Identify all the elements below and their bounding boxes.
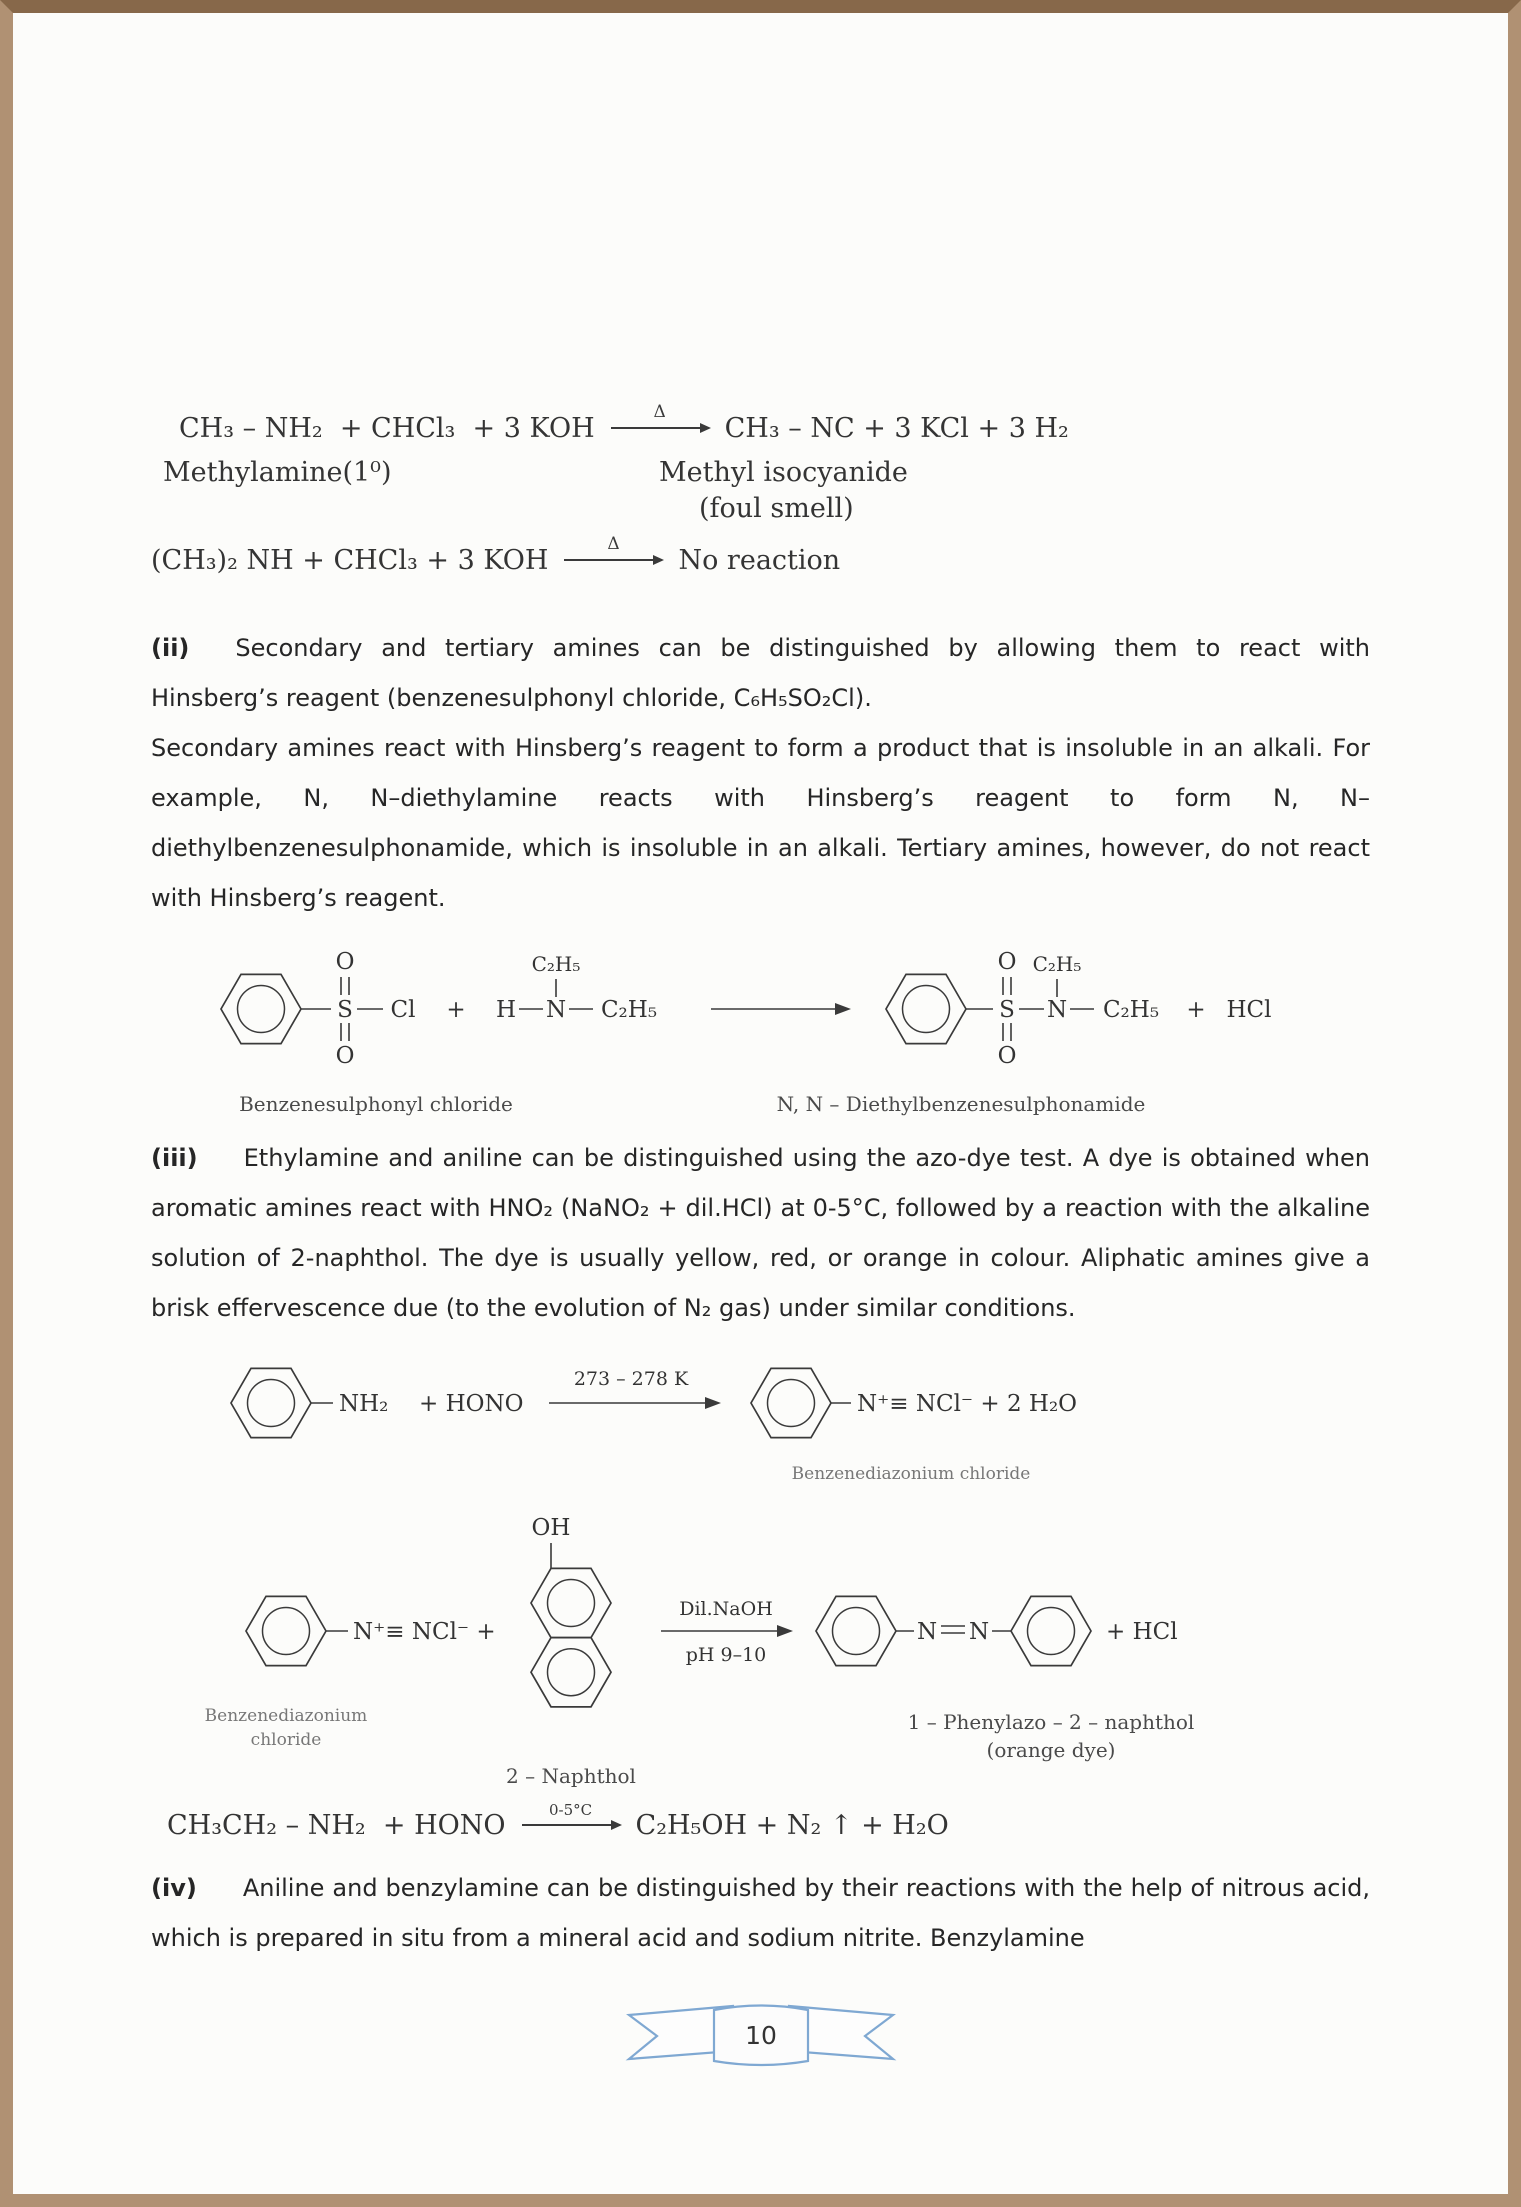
hydroxyl-label: OH (531, 1515, 571, 1541)
diazotisation-scheme (151, 1341, 1396, 1491)
azo-coupling-scheme (151, 1491, 1396, 1791)
caption-orange-dye: (orange dye) (986, 1738, 1116, 1762)
benzene-ring (816, 1596, 896, 1665)
nitrogen-label: N (916, 1619, 938, 1645)
benzene-ring (246, 1596, 326, 1665)
eq2-reactants: (CH₃)₂ NH + CHCl₃ + 3 KOH (151, 544, 549, 576)
diazonium-group: N⁺≡ NCl⁻ + (353, 1619, 496, 1645)
paragraph-iv-body-text: Aniline and benzylamine can be distinguished by their reactions with the help of nitrous acid, which is prepared in situ from a mineral acid and sodium nitrite. Benzylamine (151, 1874, 1370, 1952)
eq3-reaction-arrow (522, 1801, 620, 1826)
caption-benzenesulphonyl-chloride: Benzenesulphonyl chloride (239, 1092, 513, 1116)
diazonium-product: N⁺≡ NCl⁻ + 2 H₂O (857, 1391, 1078, 1417)
eq1-note-row (151, 493, 1370, 533)
oxygen-label: O (335, 1043, 355, 1069)
paragraph-ii-lead-text: Secondary and tertiary amines can be distinguished by allowing them to react with Hinsberg’s reagent (benzenesulphonyl chloride, C₆H₅SO₂Cl). (151, 634, 1370, 712)
eq1-reactants: CH₃ – NH₂ + CHCl₃ + 3 KOH (179, 412, 595, 444)
oxygen-label: O (997, 1043, 1017, 1069)
nitrogen-label: N (545, 997, 567, 1023)
benzene-ring (751, 1368, 831, 1437)
ethyl-label: C₂H₅ (1032, 952, 1082, 976)
reagent-label-naoh: Dil.NaOH (679, 1598, 773, 1620)
label-methylamine: Methylamine(1⁰) (163, 457, 392, 488)
reaction-arrow (661, 1625, 793, 1637)
delta-label: Δ (653, 402, 666, 422)
eq2-reaction-arrow (564, 534, 662, 561)
ethyl-label: C₂H₅ (600, 997, 658, 1023)
delta-label: Δ (607, 534, 620, 554)
label-methyl-isocyanide: Methyl isocyanide (659, 457, 908, 488)
nitrogen-label: N (1046, 997, 1068, 1023)
paragraph-ii (151, 623, 1370, 923)
eq1-compound-labels (151, 451, 1370, 493)
paragraph-iv (151, 1863, 1370, 1963)
plus-sign: + (446, 997, 466, 1023)
caption-diethylbenzenesulphonamide: N, N – Diethylbenzenesulphonamide (776, 1092, 1146, 1116)
sulphonamide-bonds (966, 977, 1094, 1041)
ph-label: pH 9–10 (685, 1644, 767, 1666)
nitrogen-label: N (968, 1619, 990, 1645)
benzene-ring (221, 974, 301, 1043)
benzene-ring (1011, 1596, 1091, 1665)
caption-2-naphthol: 2 – Naphthol (506, 1764, 636, 1788)
hcl-label: HCl (1226, 997, 1272, 1023)
ethylamine-equation (167, 1801, 1370, 1849)
sulfur-label: S (337, 997, 353, 1023)
caption-phenylazo-naphthol: 1 – Phenylazo – 2 – naphthol (907, 1710, 1195, 1734)
reaction-arrow (711, 1003, 851, 1015)
paragraph-ii-body (151, 723, 1370, 923)
eq3-products: C₂H₅OH + N₂ ↑ + H₂O (635, 1809, 949, 1841)
eq2-products: No reaction (678, 544, 841, 576)
ethyl-label: C₂H₅ (531, 952, 581, 976)
paragraph-iii-body-text: Ethylamine and aniline can be distinguished using the azo-dye test. A dye is obtained when aromatic amines react with HNO₂ (NaNO₂ + dil.HCl) at 0-5°C, followed by a reaction with the alkaline solution of 2-naphthol. The dye is usually yellow, red, or orange in colour. Aliphatic amines give a brisk effervescence due (to the evolution of N₂ gas) under similar conditions. (151, 1144, 1370, 1322)
temperature-label: 273 – 278 K (573, 1368, 689, 1390)
benzene-ring (886, 974, 966, 1043)
item-marker-iv: (iv) (151, 1874, 197, 1902)
caption-benzenediazonium: Benzenediazonium (204, 1706, 368, 1726)
temperature-label: 0-5°C (548, 1801, 593, 1819)
paragraph-iv-body (151, 1863, 1370, 1963)
eq1-products: CH₃ – NC + 3 KCl + 3 H₂ (724, 412, 1069, 444)
sulfur-label: S (999, 997, 1015, 1023)
paragraph-ii-lead (151, 623, 1370, 723)
equation-2 (151, 534, 1370, 583)
azo-double-bond (941, 1626, 965, 1633)
hydrogen-label: H (495, 997, 517, 1023)
paragraph-iii-body (151, 1133, 1370, 1333)
label-foul-smell: (foul smell) (699, 493, 854, 524)
chlorine-label: Cl (390, 997, 416, 1023)
reaction-arrow (549, 1397, 721, 1409)
equation-1 (179, 402, 1370, 451)
eq3-reactants: CH₃CH₂ – NH₂ + HONO (167, 1809, 506, 1841)
page-number: 10 (744, 2021, 777, 2050)
hono-reagent: + HONO (419, 1391, 524, 1417)
ethyl-label: C₂H₅ (1102, 997, 1160, 1023)
oxygen-label: O (335, 949, 355, 975)
paragraph-iii (151, 1133, 1370, 1333)
oxygen-label: O (997, 949, 1017, 975)
amine-group-label: NH₂ (339, 1391, 389, 1417)
page-content (13, 13, 1508, 2081)
page-number-ribbon (611, 1997, 911, 2081)
plus-sign: + (1186, 997, 1206, 1023)
carbylamine-equations (151, 13, 1370, 583)
item-marker-iii: (iii) (151, 1144, 198, 1172)
caption-benzenediazonium-chloride: Benzenediazonium chloride (791, 1464, 1031, 1484)
eq1-reaction-arrow (611, 402, 709, 429)
naphthol-structure (531, 1543, 611, 1707)
paragraph-ii-body-text: Secondary amines react with Hinsberg’s reagent to form a product that is insoluble in an alkali. For example, N, N–diethylamine reacts with Hinsberg’s reagent to form N, N–diethylbenzenesulphonamide, which is insoluble in an alkali. Tertiary amines, however, do not react with Hinsberg’s reagent. (151, 734, 1370, 912)
benzene-ring (231, 1368, 311, 1437)
item-marker-ii: (ii) (151, 634, 190, 662)
hinsberg-reaction-scheme (151, 931, 1396, 1121)
caption-chloride: chloride (250, 1730, 322, 1750)
hcl-byproduct: + HCl (1106, 1619, 1178, 1645)
